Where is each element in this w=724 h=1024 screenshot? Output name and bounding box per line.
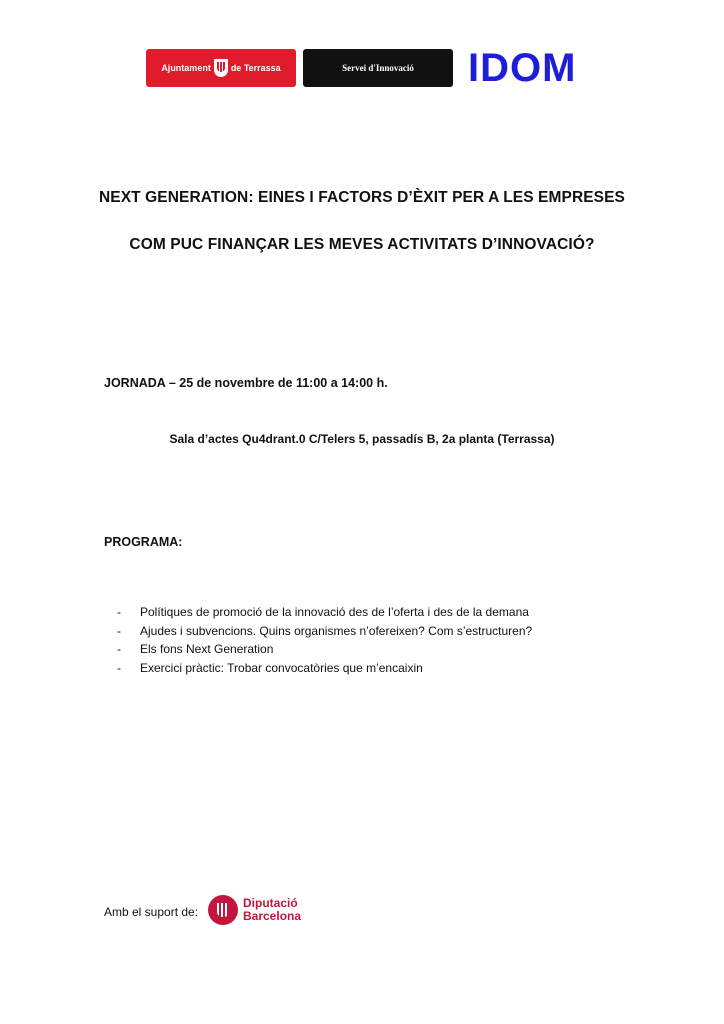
page-title: NEXT GENERATION: EINES I FACTORS D’ÈXIT PER A LES EMPRESES	[99, 189, 625, 206]
diputacio-text	[243, 897, 301, 923]
list-item-text: Ajudes i subvencions. Quins organismes n’ofereixen? Com s’estructuren?	[140, 623, 533, 638]
list-item	[117, 640, 532, 659]
list-item-text: Exercici pràctic: Trobar convocatòries que m’encaixin	[140, 660, 423, 675]
bullet-dash: -	[117, 605, 121, 619]
logo-terrassa-left-text: Ajuntament	[161, 63, 211, 73]
page-subtitle: COM PUC FINANÇAR LES MEVES ACTIVITATS D’INNOVACIÓ?	[129, 236, 595, 253]
diputacio-emblem-icon	[208, 895, 238, 925]
venue-address: Sala d’actes Qu4drant.0 C/Telers 5, passadís B, 2a planta (Terrassa)	[169, 432, 555, 446]
terrassa-shield-icon	[214, 59, 228, 77]
list-item	[117, 603, 532, 622]
programa-heading: PROGRAMA:	[104, 535, 183, 549]
diputacio-line2: Barcelona	[243, 909, 302, 923]
programa-list	[117, 603, 532, 677]
bullet-dash: -	[117, 660, 121, 675]
jornada-date: JORNADA – 25 de novembre de 11:00 a 14:00 h.	[104, 376, 388, 390]
logo-servei-text: Servei d'Innovació	[342, 63, 414, 73]
diputacio-barcelona-logo	[208, 895, 301, 925]
list-item	[117, 622, 532, 641]
logo-terrassa-right-text: de Terrassa	[230, 63, 281, 73]
ajuntament-terrassa-logo	[146, 49, 296, 87]
list-item-text: Els fons Next Generation	[140, 642, 274, 656]
list-item-text: Polítiques de promoció de la innovació des de l’oferta i des de la demana	[140, 605, 529, 619]
bullet-dash: -	[117, 623, 121, 638]
diputacio-line1: Diputació	[243, 896, 298, 910]
list-item	[117, 659, 532, 678]
servei-innovacio-logo	[303, 49, 453, 87]
idom-logo: IDOM	[468, 46, 577, 90]
support-label: Amb el suport de:	[104, 905, 199, 919]
bullet-dash: -	[117, 642, 121, 656]
